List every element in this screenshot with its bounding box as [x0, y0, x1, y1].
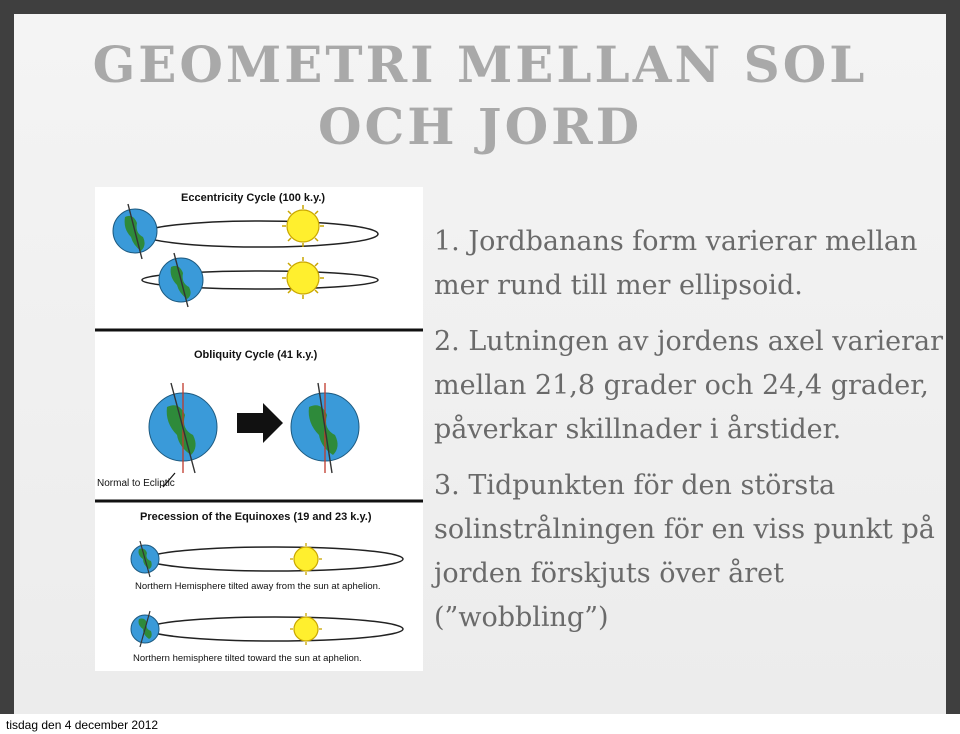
slide: [14, 14, 946, 714]
point-3: 3. Tidpunkten för den största solinstrålningen för en viss punkt på jorden förskjuts över året (”wobbling”): [434, 470, 935, 633]
bullet-list: [434, 220, 944, 652]
milankovitch-figure: [95, 187, 423, 671]
obliquity-title: Obliquity Cycle (41 k.y.): [194, 349, 318, 361]
point-2: 2. Lutningen av jordens axel varierar mellan 21,8 grader och 24,4 grader, påverkar skillnader i årstider.: [434, 326, 944, 445]
footer-date: tisdag den 4 december 2012: [6, 718, 159, 732]
normal-label: Normal to Ecliptic: [97, 478, 175, 489]
precession-title: Precession of the Equinoxes (19 and 23 k.y.): [140, 511, 372, 523]
precession-orbit-1: [131, 541, 403, 577]
slide-title: [14, 34, 946, 158]
point-1: 1. Jordbanans form varierar mellan mer rund till mer ellipsoid.: [434, 226, 918, 301]
obliquity-arrow-icon: [237, 403, 283, 443]
precession-caption-2: Northern hemisphere tilted toward the sun at aphelion.: [133, 653, 362, 664]
eccentricity-orbit-1: [113, 204, 378, 259]
obliquity-earth-2: [291, 383, 359, 473]
slide-title-line-1: GEOMETRI MELLAN SOL: [92, 35, 868, 94]
obliquity-earth-1: [149, 383, 217, 473]
eccentricity-orbit-2: [142, 253, 378, 307]
precession-caption-1: Northern Hemisphere tilted away from the sun at aphelion.: [135, 581, 381, 592]
precession-orbit-2: [131, 611, 403, 647]
slide-title-line-2: OCH JORD: [317, 97, 643, 156]
eccentricity-title: Eccentricity Cycle (100 k.y.): [181, 192, 326, 204]
